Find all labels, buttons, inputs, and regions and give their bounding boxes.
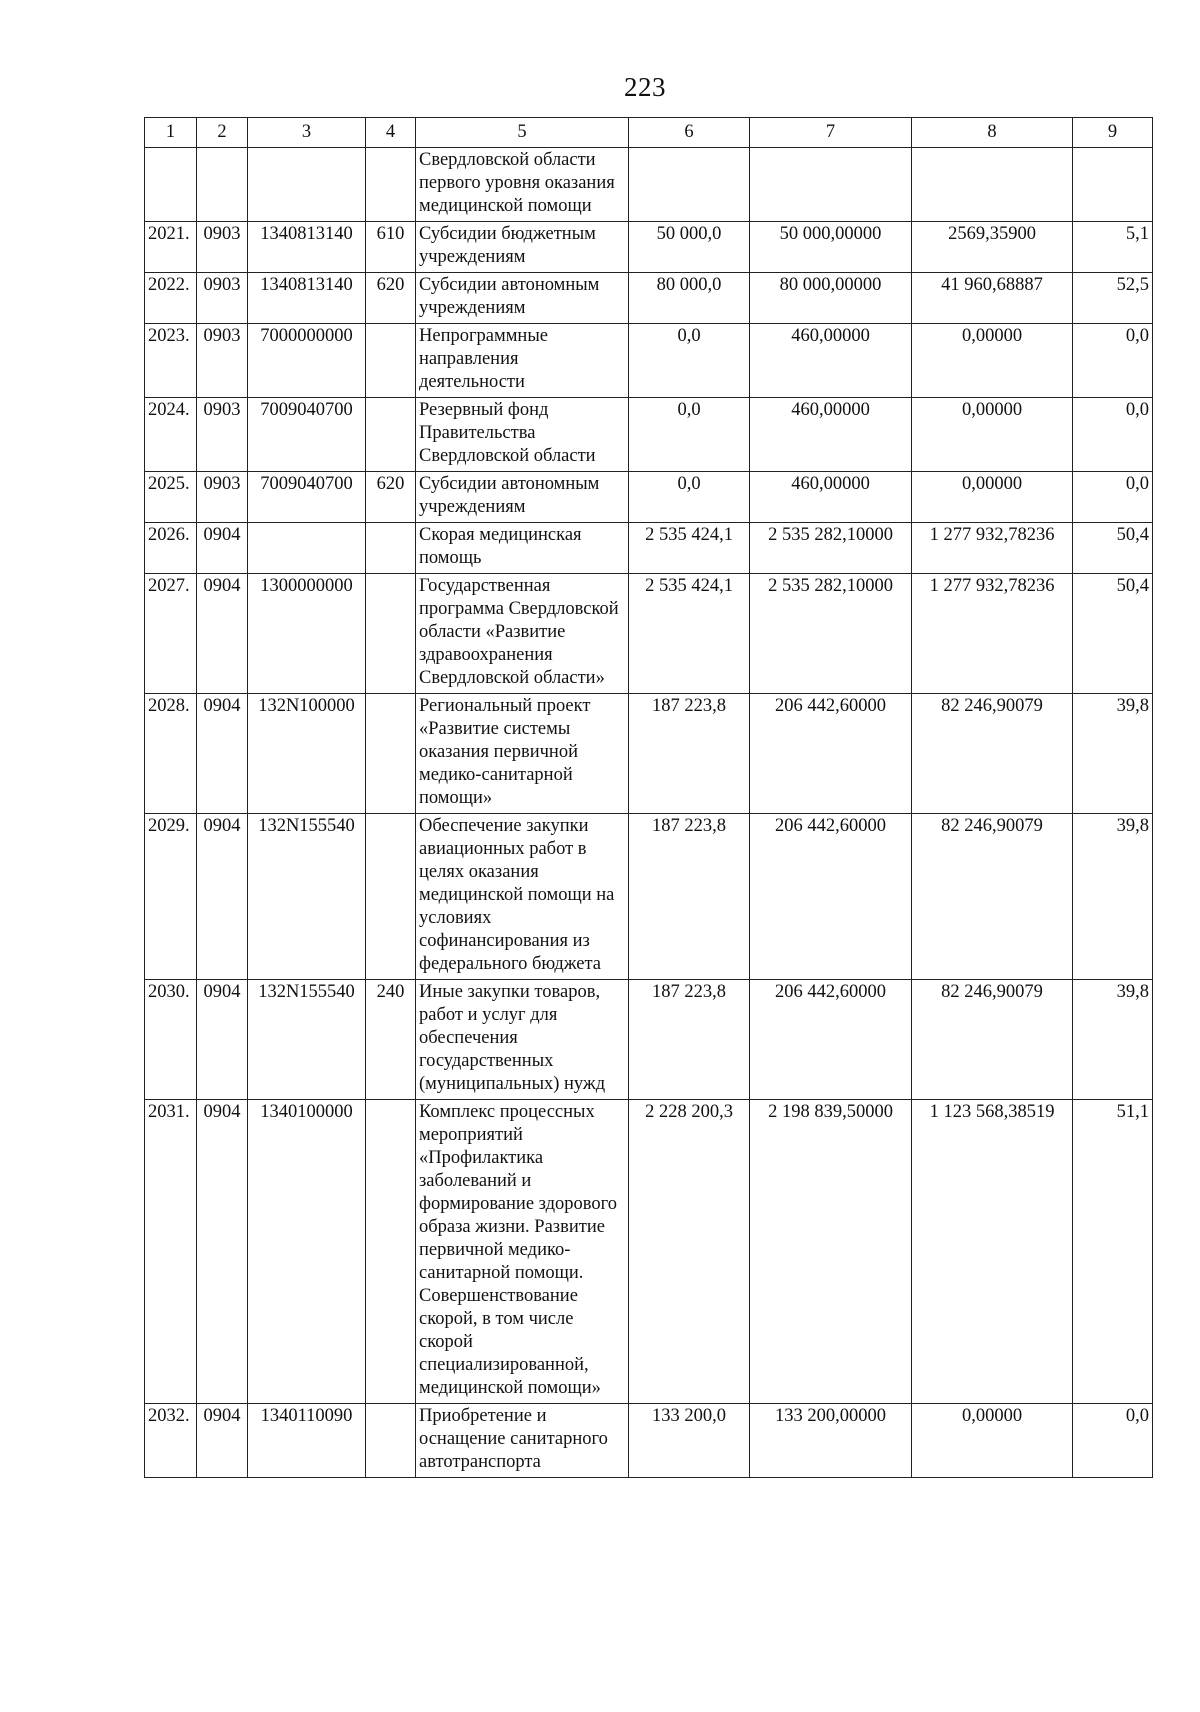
row-number-cell: 2027. (145, 574, 197, 694)
adjusted-amount-cell: 80 000,00000 (750, 273, 912, 324)
column-header-3: 3 (248, 118, 366, 148)
expense-type-cell (366, 1100, 416, 1404)
table-row (145, 523, 1153, 574)
expense-type-cell (366, 398, 416, 472)
adjusted-amount-cell: 206 442,60000 (750, 980, 912, 1100)
target-article-cell: 7009040700 (248, 472, 366, 523)
item-name-cell: Свердловской области первого уровня оказания медицинской помощи (416, 148, 629, 222)
table-row (145, 694, 1153, 814)
adjusted-amount-cell: 50 000,00000 (750, 222, 912, 273)
target-article-cell: 1340100000 (248, 1100, 366, 1404)
target-article-cell: 7000000000 (248, 324, 366, 398)
executed-amount-cell: 0,00000 (912, 398, 1073, 472)
executed-amount-cell: 0,00000 (912, 472, 1073, 523)
item-name-cell: Скорая медицинская помощь (416, 523, 629, 574)
adjusted-amount-cell: 2 535 282,10000 (750, 523, 912, 574)
row-number-cell: 2021. (145, 222, 197, 273)
plan-amount-cell (629, 148, 750, 222)
executed-amount-cell: 1 277 932,78236 (912, 574, 1073, 694)
section-code-cell: 0904 (197, 694, 248, 814)
executed-amount-cell: 1 277 932,78236 (912, 523, 1073, 574)
plan-amount-cell: 2 535 424,1 (629, 523, 750, 574)
percent-executed-cell: 0,0 (1073, 398, 1153, 472)
executed-amount-cell: 1 123 568,38519 (912, 1100, 1073, 1404)
item-name-cell: Приобретение и оснащение санитарного автотранспорта (416, 1404, 629, 1478)
row-number-cell: 2032. (145, 1404, 197, 1478)
percent-executed-cell: 50,4 (1073, 523, 1153, 574)
table-row (145, 472, 1153, 523)
plan-amount-cell: 187 223,8 (629, 694, 750, 814)
row-number-cell: 2030. (145, 980, 197, 1100)
plan-amount-cell: 2 535 424,1 (629, 574, 750, 694)
section-code-cell (197, 148, 248, 222)
row-number-cell: 2026. (145, 523, 197, 574)
target-article-cell: 1340813140 (248, 222, 366, 273)
adjusted-amount-cell: 2 535 282,10000 (750, 574, 912, 694)
target-article-cell (248, 523, 366, 574)
column-header-6: 6 (629, 118, 750, 148)
page-number: 223 (624, 72, 666, 102)
table-row (145, 222, 1153, 273)
percent-executed-cell: 0,0 (1073, 324, 1153, 398)
plan-amount-cell: 133 200,0 (629, 1404, 750, 1478)
section-code-cell: 0904 (197, 574, 248, 694)
row-number-cell: 2024. (145, 398, 197, 472)
adjusted-amount-cell: 460,00000 (750, 324, 912, 398)
item-name-cell: Субсидии автономным учреждениям (416, 273, 629, 324)
target-article-cell: 132N155540 (248, 814, 366, 980)
plan-amount-cell: 187 223,8 (629, 980, 750, 1100)
row-number-cell: 2028. (145, 694, 197, 814)
expense-type-cell: 610 (366, 222, 416, 273)
target-article-cell: 1340813140 (248, 273, 366, 324)
header-row (145, 118, 1153, 148)
percent-executed-cell: 52,5 (1073, 273, 1153, 324)
percent-executed-cell: 39,8 (1073, 814, 1153, 980)
row-number-cell: 2025. (145, 472, 197, 523)
section-code-cell: 0903 (197, 273, 248, 324)
adjusted-amount-cell (750, 148, 912, 222)
item-name-cell: Субсидии автономным учреждениям (416, 472, 629, 523)
expense-type-cell: 620 (366, 472, 416, 523)
executed-amount-cell (912, 148, 1073, 222)
column-header-1: 1 (145, 118, 197, 148)
plan-amount-cell: 187 223,8 (629, 814, 750, 980)
plan-amount-cell: 2 228 200,3 (629, 1100, 750, 1404)
item-name-cell: Государственная программа Свердловской области «Развитие здравоохранения Свердловской области» (416, 574, 629, 694)
adjusted-amount-cell: 206 442,60000 (750, 814, 912, 980)
plan-amount-cell: 0,0 (629, 324, 750, 398)
executed-amount-cell: 2569,35900 (912, 222, 1073, 273)
percent-executed-cell: 5,1 (1073, 222, 1153, 273)
executed-amount-cell: 41 960,68887 (912, 273, 1073, 324)
section-code-cell: 0903 (197, 324, 248, 398)
executed-amount-cell: 82 246,90079 (912, 814, 1073, 980)
executed-amount-cell: 0,00000 (912, 324, 1073, 398)
table-body (145, 148, 1153, 1478)
row-number-cell: 2029. (145, 814, 197, 980)
section-code-cell: 0903 (197, 472, 248, 523)
target-article-cell: 1340110090 (248, 1404, 366, 1478)
plan-amount-cell: 0,0 (629, 398, 750, 472)
item-name-cell: Обеспечение закупки авиационных работ в целях оказания медицинской помощи на условиях софинансирования из федерального бюджета (416, 814, 629, 980)
expense-type-cell: 240 (366, 980, 416, 1100)
table-row (145, 574, 1153, 694)
executed-amount-cell: 82 246,90079 (912, 980, 1073, 1100)
percent-executed-cell (1073, 148, 1153, 222)
column-header-4: 4 (366, 118, 416, 148)
column-header-8: 8 (912, 118, 1073, 148)
adjusted-amount-cell: 460,00000 (750, 398, 912, 472)
section-code-cell: 0904 (197, 980, 248, 1100)
section-code-cell: 0904 (197, 523, 248, 574)
adjusted-amount-cell: 133 200,00000 (750, 1404, 912, 1478)
expense-type-cell (366, 324, 416, 398)
column-header-9: 9 (1073, 118, 1153, 148)
column-header-2: 2 (197, 118, 248, 148)
expense-type-cell (366, 694, 416, 814)
table-row (145, 980, 1153, 1100)
item-name-cell: Непрограммные направления деятельности (416, 324, 629, 398)
percent-executed-cell: 39,8 (1073, 980, 1153, 1100)
row-number-cell: 2022. (145, 273, 197, 324)
column-header-7: 7 (750, 118, 912, 148)
executed-amount-cell: 82 246,90079 (912, 694, 1073, 814)
percent-executed-cell: 39,8 (1073, 694, 1153, 814)
row-number-cell (145, 148, 197, 222)
table-row (145, 1404, 1153, 1478)
expense-type-cell (366, 1404, 416, 1478)
expense-type-cell (366, 574, 416, 694)
section-code-cell: 0904 (197, 1100, 248, 1404)
adjusted-amount-cell: 2 198 839,50000 (750, 1100, 912, 1404)
target-article-cell: 132N155540 (248, 980, 366, 1100)
section-code-cell: 0903 (197, 222, 248, 273)
row-number-cell: 2031. (145, 1100, 197, 1404)
target-article-cell: 1300000000 (248, 574, 366, 694)
row-number-cell: 2023. (145, 324, 197, 398)
percent-executed-cell: 51,1 (1073, 1100, 1153, 1404)
table-row (145, 814, 1153, 980)
expense-type-cell (366, 148, 416, 222)
target-article-cell (248, 148, 366, 222)
expense-type-cell (366, 523, 416, 574)
percent-executed-cell: 50,4 (1073, 574, 1153, 694)
column-header-5: 5 (416, 118, 629, 148)
table-row (145, 148, 1153, 222)
section-code-cell: 0904 (197, 814, 248, 980)
table-row (145, 273, 1153, 324)
item-name-cell: Иные закупки товаров, работ и услуг для обеспечения государственных (муниципальных) нужд (416, 980, 629, 1100)
plan-amount-cell: 0,0 (629, 472, 750, 523)
target-article-cell: 7009040700 (248, 398, 366, 472)
table-row (145, 1100, 1153, 1404)
adjusted-amount-cell: 460,00000 (750, 472, 912, 523)
section-code-cell: 0903 (197, 398, 248, 472)
executed-amount-cell: 0,00000 (912, 1404, 1073, 1478)
expense-type-cell (366, 814, 416, 980)
percent-executed-cell: 0,0 (1073, 472, 1153, 523)
item-name-cell: Субсидии бюджетным учреждениям (416, 222, 629, 273)
item-name-cell: Резервный фонд Правительства Свердловской области (416, 398, 629, 472)
percent-executed-cell: 0,0 (1073, 1404, 1153, 1478)
target-article-cell: 132N100000 (248, 694, 366, 814)
budget-table (144, 117, 1153, 1478)
expense-type-cell: 620 (366, 273, 416, 324)
item-name-cell: Комплекс процессных мероприятий «Профилактика заболеваний и формирование здорового образа жизни. Развитие первичной медико-санитарной помощи. Совершенствование скорой, в том числе скорой специализированной, медицинской помощи» (416, 1100, 629, 1404)
plan-amount-cell: 50 000,0 (629, 222, 750, 273)
table-row (145, 324, 1153, 398)
section-code-cell: 0904 (197, 1404, 248, 1478)
adjusted-amount-cell: 206 442,60000 (750, 694, 912, 814)
item-name-cell: Региональный проект «Развитие системы оказания первичной медико-санитарной помощи» (416, 694, 629, 814)
table-row (145, 398, 1153, 472)
plan-amount-cell: 80 000,0 (629, 273, 750, 324)
